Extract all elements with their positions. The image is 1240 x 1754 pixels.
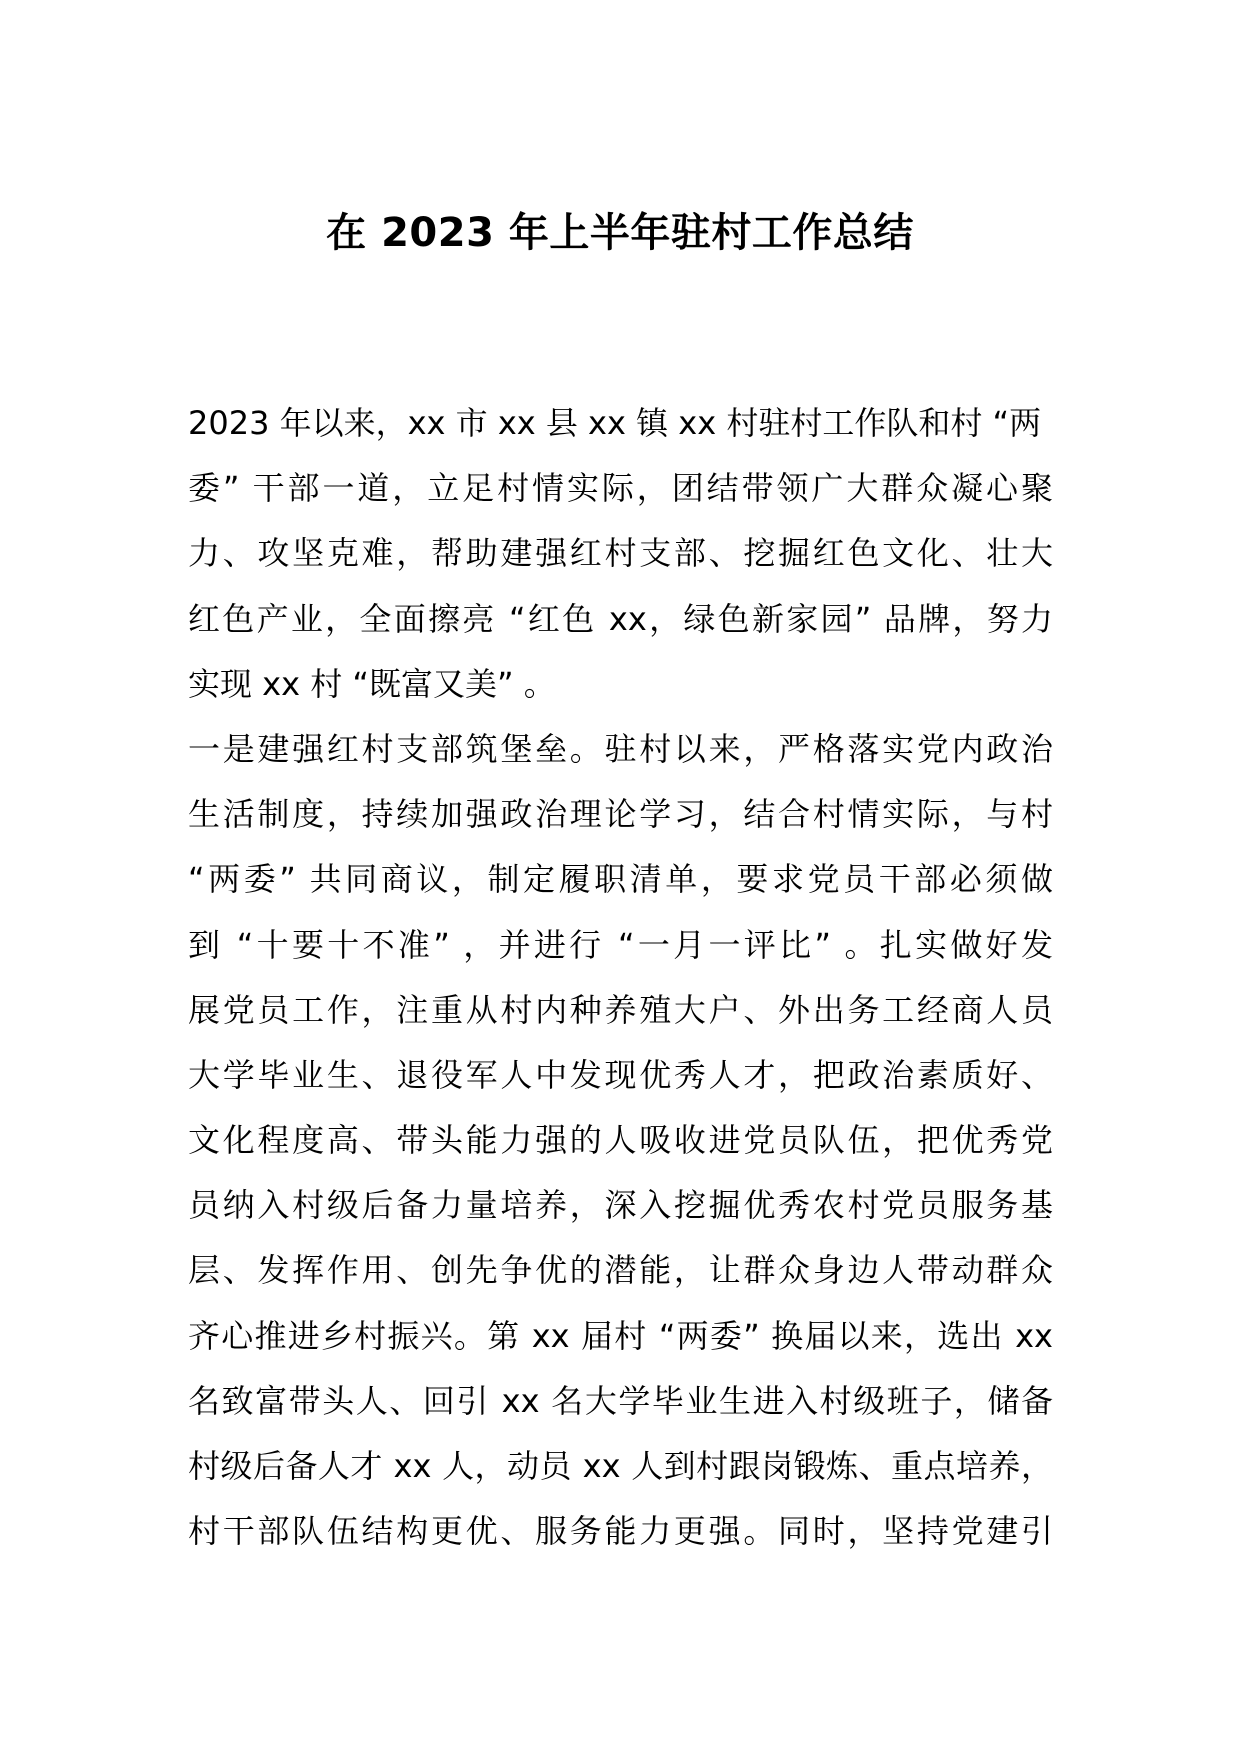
body-line: 大学毕业生、退役军人中发现优秀人才，把政治素质好、 [188,1055,1053,1094]
body-line: 员纳入村级后备力量培养，深入挖掘优秀农村党员服务基 [188,1186,1053,1225]
body-line: 文化程度高、带头能力强的人吸收进党员队伍，把优秀党 [188,1121,1053,1160]
body-line: 名致富带头人、回引 xx 名大学毕业生进入村级班子，储备 [188,1381,1053,1420]
body-line: 力、攻坚克难，帮助建强红村支部、挖掘红色文化、壮大 [188,534,1053,573]
body-line: 层、发挥作用、创先争优的潜能，让群众身边人带动群众 [188,1251,1053,1290]
body-line: 2023 年以来，xx 市 xx 县 xx 镇 xx 村驻村工作队和村 “两 [188,404,1042,442]
body-line: 到 “十要十不准” ，并进行 “一月一评比” 。扎实做好发 [188,925,1053,964]
body-line: 齐心推进乡村振兴。第 xx 届村 “两委” 换届以来，选出 xx [188,1316,1053,1355]
body-line: 委” 干部一道，立足村情实际，团结带领广大群众凝心聚 [188,469,1053,508]
body-line: 村干部队伍结构更优、服务能力更强。同时，坚持党建引 [188,1512,1053,1551]
body-line: 展党员工作，注重从村内种养殖大户、外出务工经商人员 [188,990,1053,1029]
body-line: 生活制度，持续加强政治理论学习，结合村情实际，与村 [188,795,1053,834]
body-line: “两委” 共同商议，制定履职清单，要求党员干部必须做 [188,860,1053,899]
document-title: 在 2023 年上半年驻村工作总结 [326,210,914,256]
body-line: 实现 xx 村 “既富又美” 。 [188,664,556,703]
body-line: 村级后备人才 xx 人，动员 xx 人到村跟岗锻炼、重点培养， [188,1447,1053,1485]
document-body [188,391,1053,1564]
body-line: 红色产业，全面擦亮 “红色 xx，绿色新家园” 品牌，努力 [188,599,1053,638]
body-line: 一是建强红村支部筑堡垒。驻村以来，严格落实党内政治 [188,729,1053,768]
